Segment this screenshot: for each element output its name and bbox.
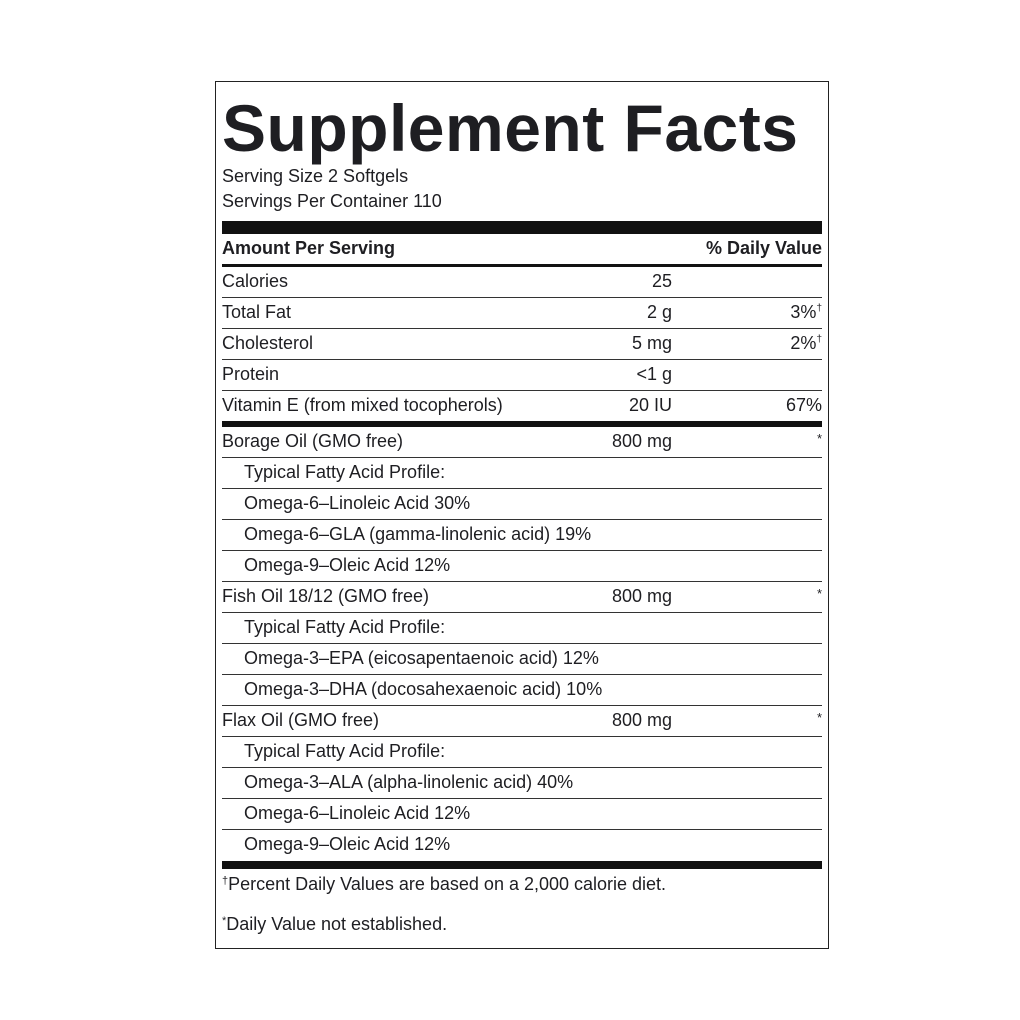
- profile-item: Omega-3–EPA (eicosapentaenoic acid) 12%: [244, 648, 599, 668]
- profile-row: [222, 489, 822, 520]
- footnote-text: Daily Value not established.: [226, 914, 448, 934]
- nutrient-amount: 2 g: [646, 302, 672, 322]
- profile-row: [222, 644, 822, 675]
- asterisk-mark: *: [816, 431, 822, 446]
- profile-title: Typical Fatty Acid Profile:: [244, 741, 446, 761]
- asterisk-mark: *: [222, 915, 227, 927]
- nutrient-name: Calories: [222, 271, 289, 291]
- profile-item: Omega-3–DHA (docosahexaenoic acid) 10%: [244, 679, 603, 699]
- oil-amount: 800 mg: [611, 586, 672, 606]
- oil-daily-value: [817, 431, 822, 454]
- oil-row-fish: [222, 582, 822, 613]
- oil-daily-value: [817, 710, 822, 733]
- nutrient-name: Total Fat: [222, 302, 292, 322]
- profile-row: [222, 799, 822, 830]
- nutrient-row-vitamin-e: [222, 391, 822, 422]
- profile-item: Omega-6–GLA (gamma-linolenic acid) 19%: [244, 524, 592, 544]
- nutrient-name: Vitamin E (from mixed tocopherols): [222, 395, 503, 415]
- profile-title-row: [222, 458, 822, 489]
- asterisk-mark: *: [816, 586, 822, 601]
- serving-size: Serving Size 2 Softgels: [222, 166, 409, 186]
- supplement-facts-panel: [215, 81, 829, 949]
- profile-item: Omega-9–Oleic Acid 12%: [244, 555, 451, 575]
- footnote-asterisk: [222, 914, 447, 935]
- nutrient-amount: 20 IU: [628, 395, 672, 415]
- nutrient-amount: 25: [651, 271, 672, 291]
- nutrient-daily-value: [790, 333, 822, 354]
- dv-value: 3%: [790, 302, 817, 322]
- oil-amount: 800 mg: [611, 710, 672, 730]
- divider-thick-bottom: [222, 861, 822, 869]
- dagger-mark: †: [222, 875, 229, 887]
- profile-item: Omega-3–ALA (alpha-linolenic acid) 40%: [244, 772, 574, 792]
- nutrient-row-cholesterol: [222, 329, 822, 360]
- servings-per-container: Servings Per Container 110: [222, 191, 442, 211]
- oil-name: Fish Oil 18/12 (GMO free): [222, 586, 430, 606]
- profile-title: Typical Fatty Acid Profile:: [244, 617, 446, 637]
- profile-row: [222, 551, 822, 582]
- profile-row: [222, 768, 822, 799]
- oil-row-borage: [222, 427, 822, 458]
- panel-title: Supplement Facts: [222, 91, 799, 165]
- nutrient-row-total-fat: [222, 298, 822, 329]
- profile-title: Typical Fatty Acid Profile:: [244, 462, 446, 482]
- profile-item: Omega-6–Linoleic Acid 30%: [244, 493, 471, 513]
- profile-title-row: [222, 613, 822, 644]
- oil-name: Borage Oil (GMO free): [222, 431, 404, 451]
- nutrient-row-protein: [222, 360, 822, 391]
- profile-title-row: [222, 737, 822, 768]
- nutrient-name: Protein: [222, 364, 280, 384]
- profile-row: [222, 520, 822, 551]
- nutrient-amount: 5 mg: [631, 333, 672, 353]
- oil-row-flax: [222, 706, 822, 737]
- nutrient-daily-value: 67%: [785, 395, 822, 415]
- dagger-mark: †: [816, 303, 822, 314]
- nutrient-name: Cholesterol: [222, 333, 314, 353]
- header-amount: Amount Per Serving: [222, 238, 396, 258]
- column-header: [222, 234, 822, 264]
- footnote-dagger: [222, 874, 666, 895]
- footnote-text: Percent Daily Values are based on a 2,000 calorie diet.: [228, 874, 667, 894]
- nutrient-amount: <1 g: [636, 364, 672, 384]
- profile-row: [222, 830, 822, 861]
- nutrient-row-calories: [222, 267, 822, 298]
- asterisk-mark: *: [816, 710, 822, 725]
- dagger-mark: †: [816, 334, 822, 345]
- profile-row: [222, 675, 822, 706]
- oil-name: Flax Oil (GMO free): [222, 710, 380, 730]
- profile-item: Omega-6–Linoleic Acid 12%: [244, 803, 471, 823]
- divider-thick-top: [222, 221, 822, 234]
- nutrient-daily-value: [790, 302, 822, 323]
- header-daily-value: % Daily Value: [705, 238, 822, 258]
- oil-daily-value: [817, 586, 822, 609]
- oil-amount: 800 mg: [611, 431, 672, 451]
- dv-value: 2%: [790, 333, 817, 353]
- profile-item: Omega-9–Oleic Acid 12%: [244, 834, 451, 854]
